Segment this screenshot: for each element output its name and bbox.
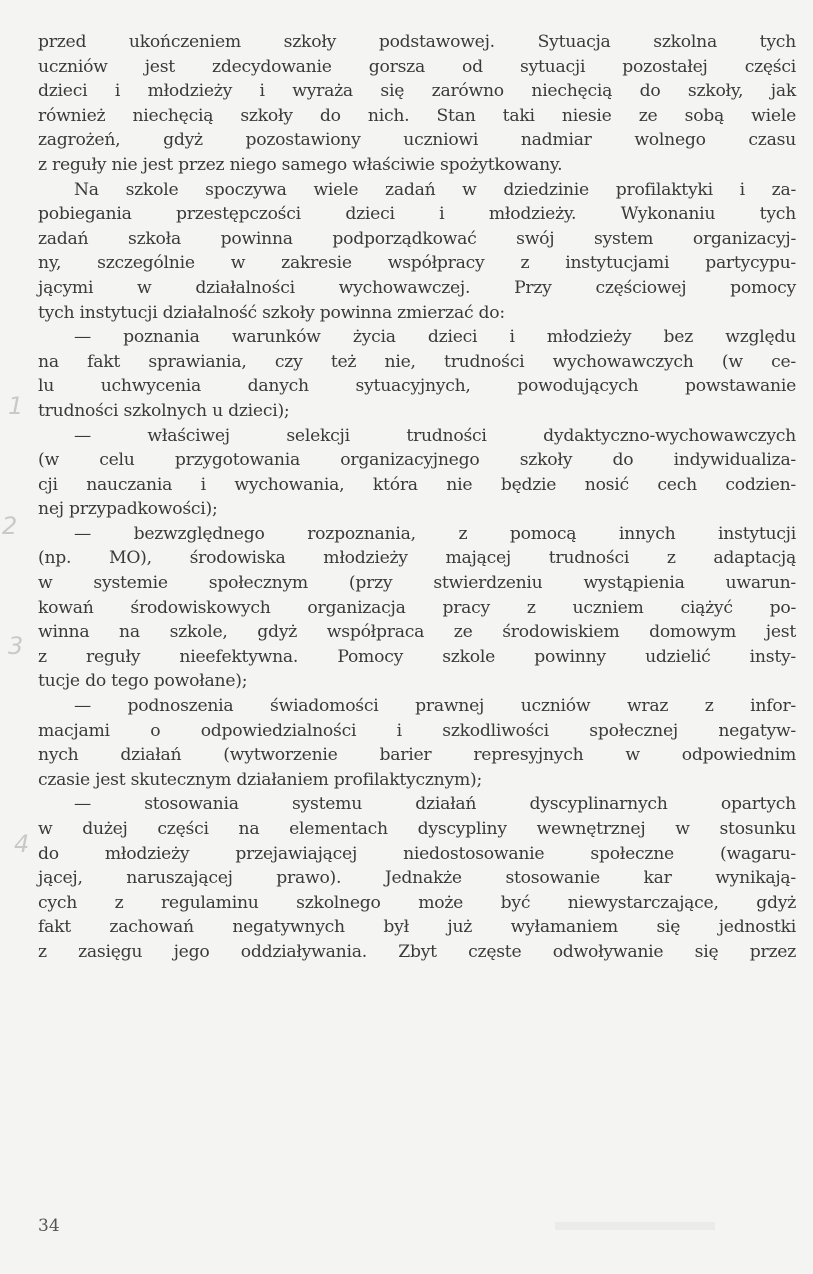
text-line: (w celu przygotowania organizacyjnego szkoły do indywidualiza-	[38, 450, 796, 471]
text-line: w systemie społecznym (przy stwierdzeniu wystąpienia uwarun-	[38, 573, 796, 594]
text-line: jącej, naruszającej prawo). Jednakże stosowanie kar wynikają-	[38, 868, 796, 889]
text-line: jącymi w działalności wychowawczej. Przy częściowej pomocy	[38, 277, 796, 298]
paragraph-start-line: Na szkole spoczywa wiele zadań w dziedzinie profilaktyki i za-	[74, 179, 796, 200]
text-line: czasie jest skutecznym działaniem profilaktycznym);	[38, 769, 483, 790]
text-line: nej przypadkowości);	[38, 499, 218, 520]
text-line: przed ukończeniem szkoły podstawowej. Sytuacja szkolna tych	[38, 32, 796, 52]
text-line: fakt zachowań negatywnych był już wyłamaniem się jednostki	[38, 917, 796, 938]
text-line: do młodzieży przejawiającej niedostosowanie społeczne (wagaru-	[38, 843, 796, 864]
text-line: z reguły nie jest przez niego samego właściwie spożytkowany.	[38, 154, 563, 175]
text-line: na fakt sprawiania, czy też nie, trudności wychowawczych (w ce-	[38, 351, 796, 372]
list-item-start-line: — właściwej selekcji trudności dydaktyczno-wychowawczych	[74, 425, 796, 446]
faint-footer-smudge	[555, 1222, 715, 1230]
margin-pencil-mark: 2	[2, 512, 18, 540]
text-line: lu uchwycenia danych sytuacyjnych, powodujących powstawanie	[38, 376, 796, 397]
text-line: cji nauczania i wychowania, która nie będzie nosić cech codzien-	[38, 474, 796, 495]
text-line: dzieci i młodzieży i wyraża się zarówno niechęcią do szkoły, jak	[38, 81, 796, 102]
page-number: 34	[38, 1216, 60, 1236]
text-line: winna na szkole, gdyż współpraca ze środowiskiem domowym jest	[38, 622, 796, 643]
text-line: nych działań (wytworzenie barier represyjnych w odpowiednim	[38, 745, 796, 766]
text-line: tucje do tego powołane);	[38, 671, 248, 692]
margin-pencil-mark: 1	[8, 392, 24, 420]
text-line: macjami o odpowiedzialności i szkodliwości społecznej negatyw-	[38, 720, 796, 741]
text-line: pobiegania przestępczości dzieci i młodzieży. Wykonaniu tych	[38, 204, 796, 225]
text-line: zagrożeń, gdyż pozostawiony uczniowi nadmiar wolnego czasu	[38, 130, 796, 151]
text-line: kowań środowiskowych organizacja pracy z uczniem ciążyć po-	[38, 597, 796, 618]
text-line: trudności szkolnych u dzieci);	[38, 400, 290, 421]
text-line: z zasięgu jego oddziaływania. Zbyt częste odwoływanie się przez	[38, 941, 796, 962]
text-line: ny, szczególnie w zakresie współpracy z instytucjami partycypu-	[38, 253, 796, 274]
list-item-start-line: — poznania warunków życia dzieci i młodzieży bez względu	[74, 327, 796, 348]
margin-pencil-mark: 4	[14, 830, 30, 858]
text-line: (np. MO), środowiska młodzieży mającej trudności z adaptacją	[38, 548, 796, 569]
text-line: w dużej części na elementach dyscypliny wewnętrznej w stosunku	[38, 819, 796, 839]
text-line: z reguły nieefektywna. Pomocy szkole powinny udzielić insty-	[38, 646, 796, 667]
list-item-start-line: — stosowania systemu działań dyscyplinarnych opartych	[74, 794, 796, 815]
text-line: również niechęcią szkoły do nich. Stan taki niesie ze sobą wiele	[38, 105, 796, 126]
text-line: uczniów jest zdecydowanie gorsza od sytuacji pozostałej części	[38, 56, 796, 77]
margin-pencil-mark: 3	[8, 632, 24, 660]
text-line: cych z regulaminu szkolnego może być niewystarczające, gdyż	[38, 892, 796, 913]
document-page-body	[38, 30, 796, 965]
text-line: zadań szkoła powinna podporządkować swój system organizacyj-	[38, 228, 796, 249]
list-item-start-line: — podnoszenia świadomości prawnej uczniów wraz z infor-	[74, 696, 796, 717]
text-line: tych instytucji działalność szkoły powinna zmierzać do:	[38, 302, 505, 323]
list-item-start-line: — bezwzględnego rozpoznania, z pomocą innych instytucji	[74, 523, 796, 544]
